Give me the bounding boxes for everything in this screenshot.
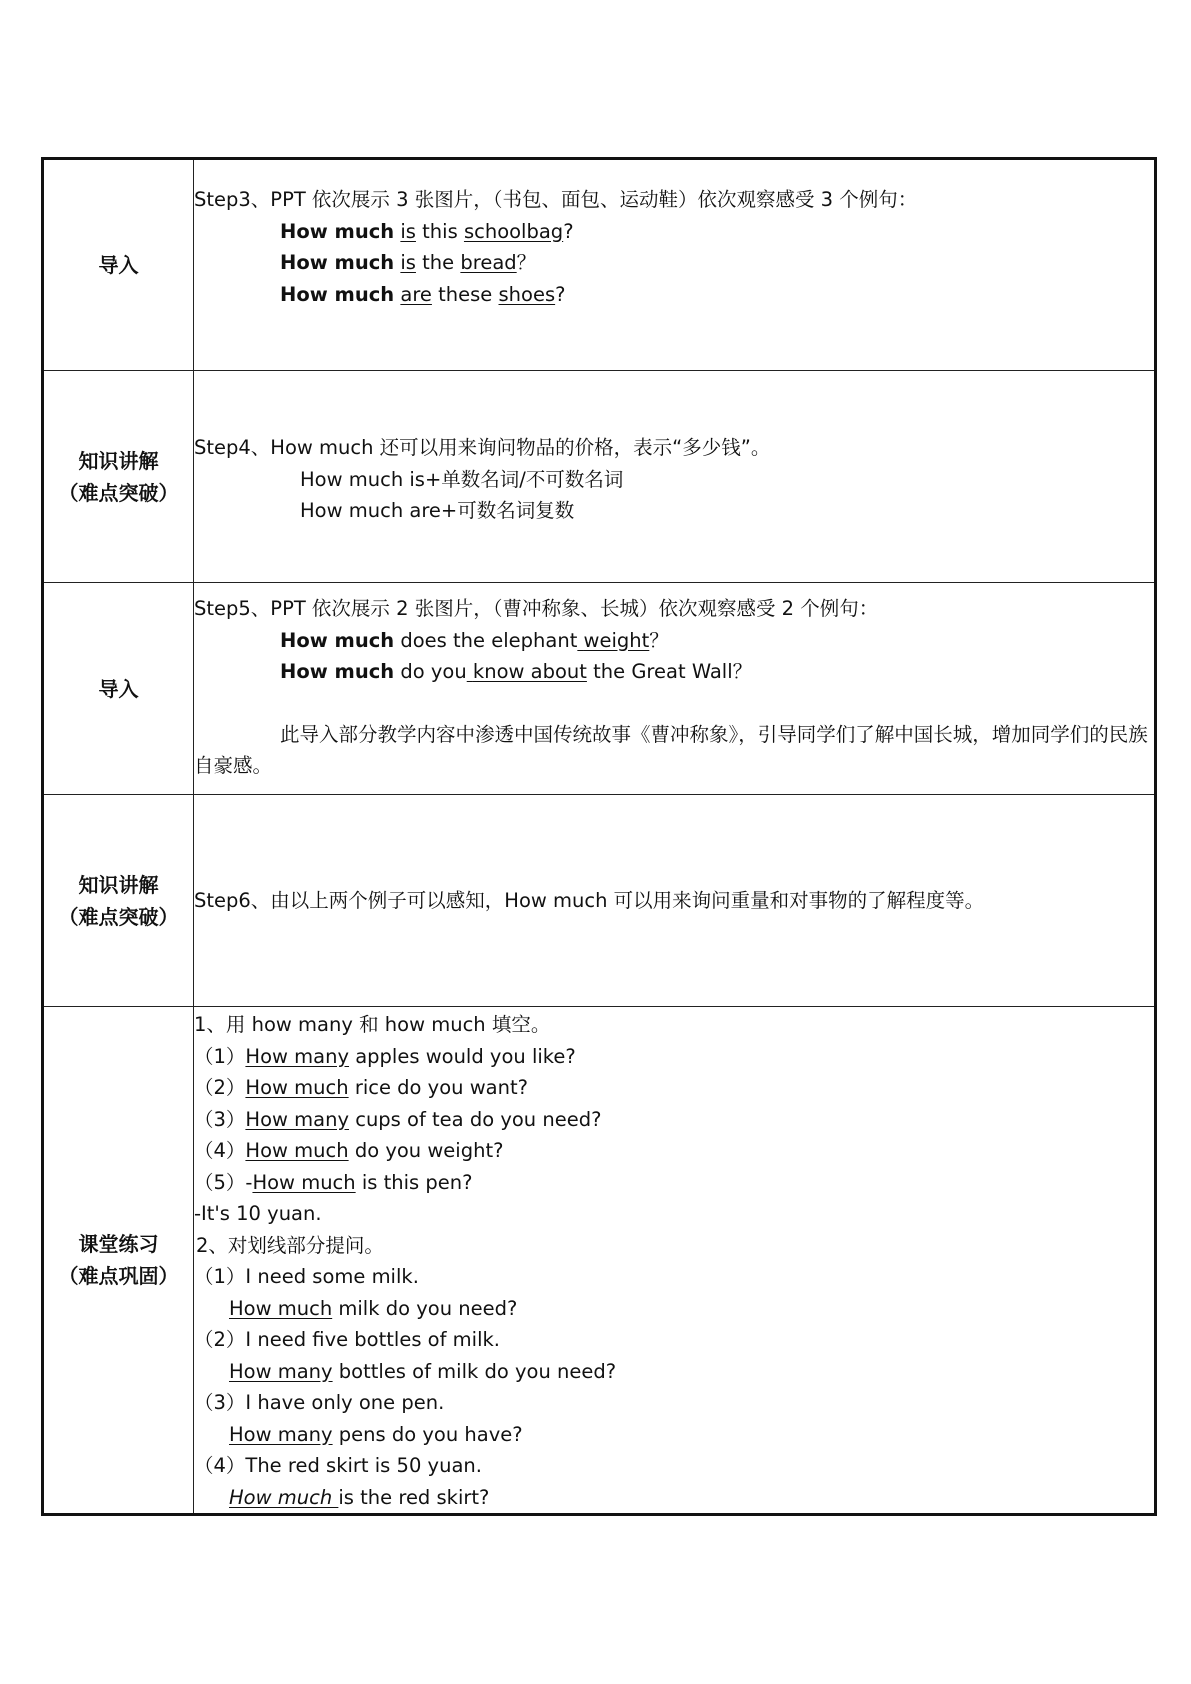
table-row [43, 795, 1156, 1007]
row-label [43, 1007, 194, 1515]
question-item: （3）I have only one pen. [194, 1391, 445, 1414]
row-content [194, 583, 1156, 795]
table-row [43, 159, 1156, 371]
row-label [43, 583, 194, 795]
example-sentence: How much is this schoolbag? [280, 219, 574, 243]
table-row [43, 583, 1156, 795]
teaching-note: 此导入部分教学内容中渗透中国传统故事《曹冲称象》，引导同学们了解中国长城，增加同学们的民族自豪感。 [194, 722, 1148, 777]
grammar-rule: How much are+可数名词复数 [300, 499, 575, 522]
row-content [194, 371, 1156, 583]
lesson-plan-table [41, 157, 1157, 1516]
fill-blank-reply: -It's 10 yuan. [194, 1202, 322, 1225]
step4-intro: Step4、How much 还可以用来询问物品的价格，表示“多少钱”。 [194, 436, 771, 459]
step3-intro: Step3、PPT 依次展示 3 张图片，（书包、面包、运动鞋）依次观察感受 3 个例句： [194, 188, 918, 211]
example-sentence: How much do you know about the Great Wall？ [280, 660, 753, 683]
row-label-line: 知识讲解 [78, 448, 159, 473]
row-label-line: 导入 [98, 676, 139, 701]
example-sentence: How much is the bread？ [280, 251, 537, 274]
row-label [43, 371, 194, 583]
row-label [43, 159, 194, 371]
row-label-line: （难点巩固） [58, 1264, 179, 1288]
grammar-rule: How much is+单数名词/不可数名词 [300, 467, 624, 491]
fill-blank-item: （1）How many apples would you like? [194, 1044, 576, 1068]
row-content [194, 1007, 1156, 1515]
practice-title: 1、用 how many 和 how much 填空。 [194, 1013, 551, 1036]
fill-blank-item: （2）How much rice do you want? [194, 1076, 528, 1099]
table-row [43, 1007, 1156, 1515]
question-answer: How many pens do you have? [229, 1422, 523, 1446]
question-answer: How much is the red skirt? [229, 1485, 490, 1509]
row-content [194, 795, 1156, 1007]
row-label-line: 课堂练习 [78, 1232, 159, 1256]
question-item: （4）The red skirt is 50 yuan. [194, 1454, 482, 1477]
question-item: （1）I need some milk. [194, 1265, 419, 1288]
question-item: （2）I need five bottles of milk. [194, 1328, 500, 1351]
row-label-line: 导入 [98, 253, 139, 277]
example-sentence: How much does the elephant weight？ [280, 628, 669, 652]
fill-blank-item: （3）How many cups of tea do you need? [194, 1107, 602, 1131]
question-answer: How much milk do you need? [229, 1296, 518, 1320]
fill-blank-item: （4）How much do you weight? [194, 1139, 504, 1162]
row-label-line: （难点突破） [58, 480, 179, 505]
practice-title: 2、对划线部分提问。 [196, 1233, 384, 1257]
example-sentence: How much are these shoes? [280, 282, 566, 306]
table-row [43, 371, 1156, 583]
fill-blank-item: （5）-How much is this pen? [194, 1170, 473, 1194]
step5-intro: Step5、PPT 依次展示 2 张图片，（曹冲称象、长城）依次观察感受 2 个例句： [194, 597, 879, 620]
row-label [43, 795, 194, 1007]
question-answer: How many bottles of milk do you need? [229, 1359, 617, 1383]
row-label-line: 知识讲解 [78, 872, 159, 897]
row-label-line: （难点突破） [58, 904, 179, 929]
row-content [194, 159, 1156, 371]
step6-text: Step6、由以上两个例子可以感知，How much 可以用来询问重量和对事物的了解程度等。 [194, 888, 985, 912]
